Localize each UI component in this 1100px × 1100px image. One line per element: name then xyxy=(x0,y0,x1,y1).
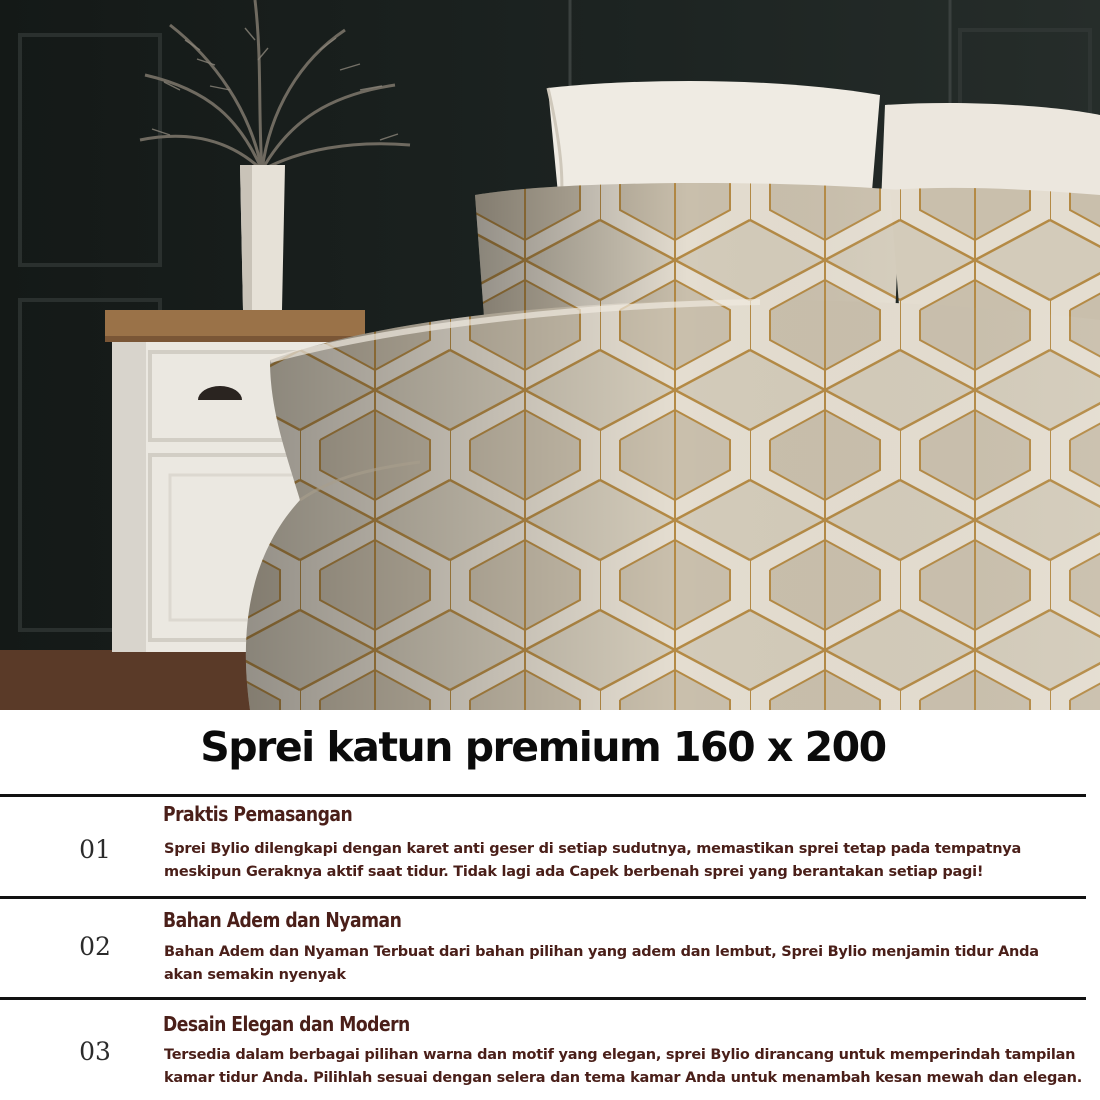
feature-title: Desain Elegan dan Modern xyxy=(163,1012,410,1036)
divider-line xyxy=(0,794,1086,797)
feature-title: Bahan Adem dan Nyaman xyxy=(163,908,402,932)
feature-title: Praktis Pemasangan xyxy=(163,802,353,826)
feature-description: Tersedia dalam berbagai pilihan warna dan motif yang elegan, sprei Bylio dirancang untuk memperindah tampilan kamar tidur Anda. Pilihlah sesuai dengan selera dan tema kamar Anda untuk menambah kesan mewah dan elegan. xyxy=(164,1047,1082,1086)
divider-line xyxy=(0,896,1086,899)
feature-number: 01 xyxy=(79,835,111,864)
feature-description: Bahan Adem dan Nyaman Terbuat dari bahan pilihan yang adem dan lembut, Sprei Bylio menjamin tidur Anda akan semakin nyenyak xyxy=(164,944,1039,983)
divider-line xyxy=(0,997,1086,1000)
feature-number: 03 xyxy=(79,1037,111,1066)
product-title: Sprei katun premium 160 x 200 xyxy=(200,723,886,771)
feature-number: 02 xyxy=(79,932,111,961)
feature-description: Sprei Bylio dilengkapi dengan karet anti geser di setiap sudutnya, memastikan sprei tetap pada tempatnya meskipun Geraknya aktif saat tidur. Tidak lagi ada Capek berbenah sprei yang berantakan setiap pagi! xyxy=(164,841,1022,880)
